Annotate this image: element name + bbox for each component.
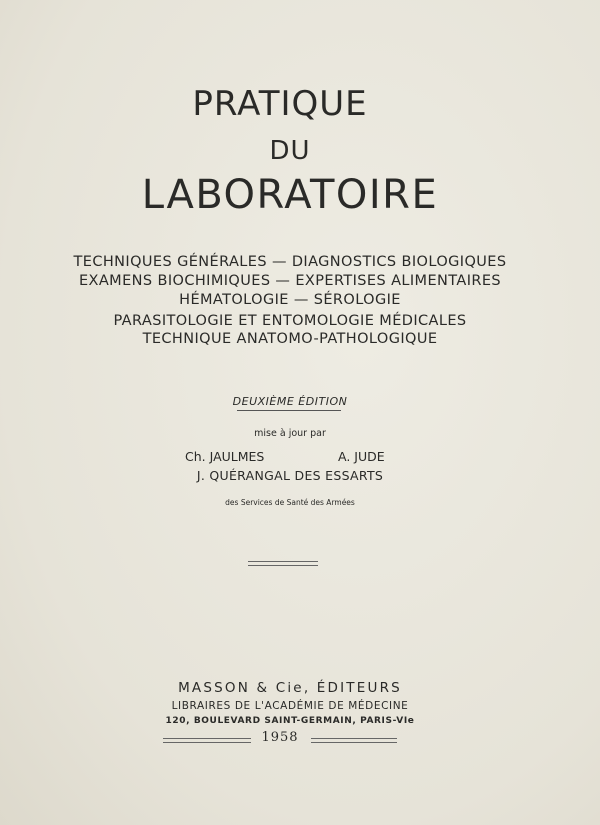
publisher-address: 120, BOULEVARD SAINT-GERMAIN, PARIS-VIe [165, 716, 415, 726]
edition-underline [237, 410, 341, 411]
edition-label: DEUXIÈME ÉDITION [232, 395, 348, 408]
subject-line: EXAMENS BIOCHIMIQUES — EXPERTISES ALIMENTAIRES [78, 273, 502, 289]
author-jude: A. JUDE [338, 449, 385, 464]
author-affiliation: des Services de Santé des Armées [225, 498, 355, 507]
subject-line: TECHNIQUE ANATOMO-PATHOLOGIQUE [142, 331, 438, 347]
title-line-laboratoire: LABORATOIRE [141, 172, 439, 218]
subject-line: TECHNIQUES GÉNÉRALES — DIAGNOSTICS BIOLOGIQUES [73, 254, 507, 270]
publisher-libraries: LIBRAIRES DE L'ACADÉMIE DE MÉDECINE [171, 700, 409, 712]
publication-year: 1958 [261, 730, 299, 745]
publisher-name: MASSON & Cie, ÉDITEURS [178, 680, 402, 696]
subject-line: PARASITOLOGIE ET ENTOMOLOGIE MÉDICALES [113, 313, 467, 329]
author-jaulmes: Ch. JAULMES [185, 449, 265, 464]
author-querangal: J. QUÉRANGAL DES ESSARTS [196, 468, 384, 483]
title-line-pratique: PRATIQUE [192, 84, 368, 124]
ornamental-rule [248, 561, 318, 566]
updated-by-label: mise à jour par [254, 428, 326, 439]
title-line-du: DU [269, 136, 311, 166]
subject-line: HÉMATOLOGIE — SÉROLOGIE [179, 292, 401, 308]
ornamental-rule-right [311, 738, 397, 743]
